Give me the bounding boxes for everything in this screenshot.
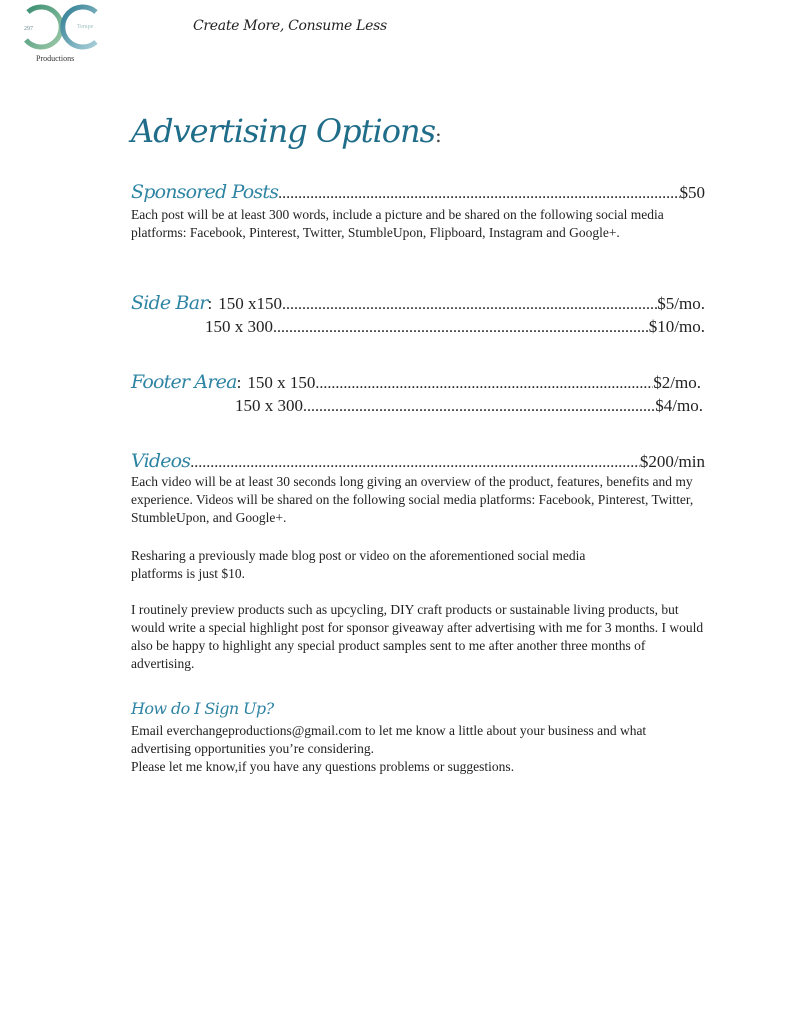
footer-area-label: Footer Area [131, 371, 237, 393]
page-title-colon: : [435, 123, 441, 147]
videos-price: $200/min [639, 452, 705, 471]
sidebar-row-1 [131, 292, 705, 314]
sidebar-colon: : [207, 294, 213, 313]
sponsored-posts-price: $50 [679, 183, 705, 202]
leader-dots [278, 185, 679, 203]
footer-area-size-1: 150 x 150 [247, 373, 316, 392]
sidebar-row-2 [205, 317, 705, 337]
signup-questions-line: Please let me know,if you have any questions problems or suggestions. [131, 759, 515, 774]
sidebar-price-1: $5/mo. [657, 294, 705, 313]
signup-heading: How do I Sign Up? [131, 699, 274, 718]
logo-productions-text: Productions [36, 54, 75, 63]
leader-dots [282, 296, 657, 314]
sidebar-size-2: 150 x 300 [205, 317, 273, 336]
videos-description: Each video will be at least 30 seconds long giving an overview of the product, features, benefits and my experience. Videos will be shared on the following social media platforms: Facebook, Pinterest, Twitter, StumbleUpon, and Google+. [131, 474, 694, 525]
leader-dots [315, 375, 653, 393]
sidebar-label: Side Bar [131, 292, 208, 314]
footer-area-colon: : [236, 373, 242, 392]
page-title [131, 112, 441, 150]
leader-dots [303, 398, 655, 416]
sponsored-posts-label: Sponsored Posts [131, 181, 279, 203]
signup-paragraph [131, 722, 706, 776]
sidebar-size-1: 150 x150 [218, 294, 282, 313]
videos-label: Videos [131, 450, 191, 472]
ec-logo [18, 2, 108, 66]
sponsored-posts-description: Each post will be at least 300 words, include a picture and be shared on the following social media platforms: Facebook, Pinterest, Twitter, StumbleUpon, Flipboard, Instagram and Google+. [131, 207, 664, 240]
footer-area-size-2: 150 x 300 [235, 396, 303, 415]
tagline: Create More, Consume Less [193, 18, 387, 34]
resharing-paragraph: Resharing a previously made blog post or video on the aforementioned social media platforms is just $10. [131, 548, 586, 581]
footer-area-price-1: $2/mo. [653, 373, 701, 392]
page-title-text: Advertising Options [131, 112, 436, 150]
logo-right-text: Tempe [77, 24, 94, 30]
footer-area-row-1 [131, 371, 701, 393]
leader-dots [190, 454, 640, 472]
videos-row [131, 450, 705, 472]
footer-area-price-2: $4/mo. [655, 396, 703, 415]
signup-email-line: Email everchangeproductions@gmail.com to let me know a little about your business and what advertising opportunities you’re considering. [131, 723, 647, 756]
logo-left-text: 297 [24, 26, 33, 32]
leader-dots [273, 319, 649, 337]
footer-area-row-2 [235, 396, 703, 416]
sponsored-posts-row [131, 181, 705, 203]
sidebar-price-2: $10/mo. [648, 317, 705, 336]
preview-paragraph: I routinely preview products such as upcycling, DIY craft products or sustainable living products, but would write a special highlight post for sponsor giveaway after advertising with me for 3 months. I would also be happy to highlight any special product samples sent to me after another three months of advertising. [131, 602, 704, 671]
